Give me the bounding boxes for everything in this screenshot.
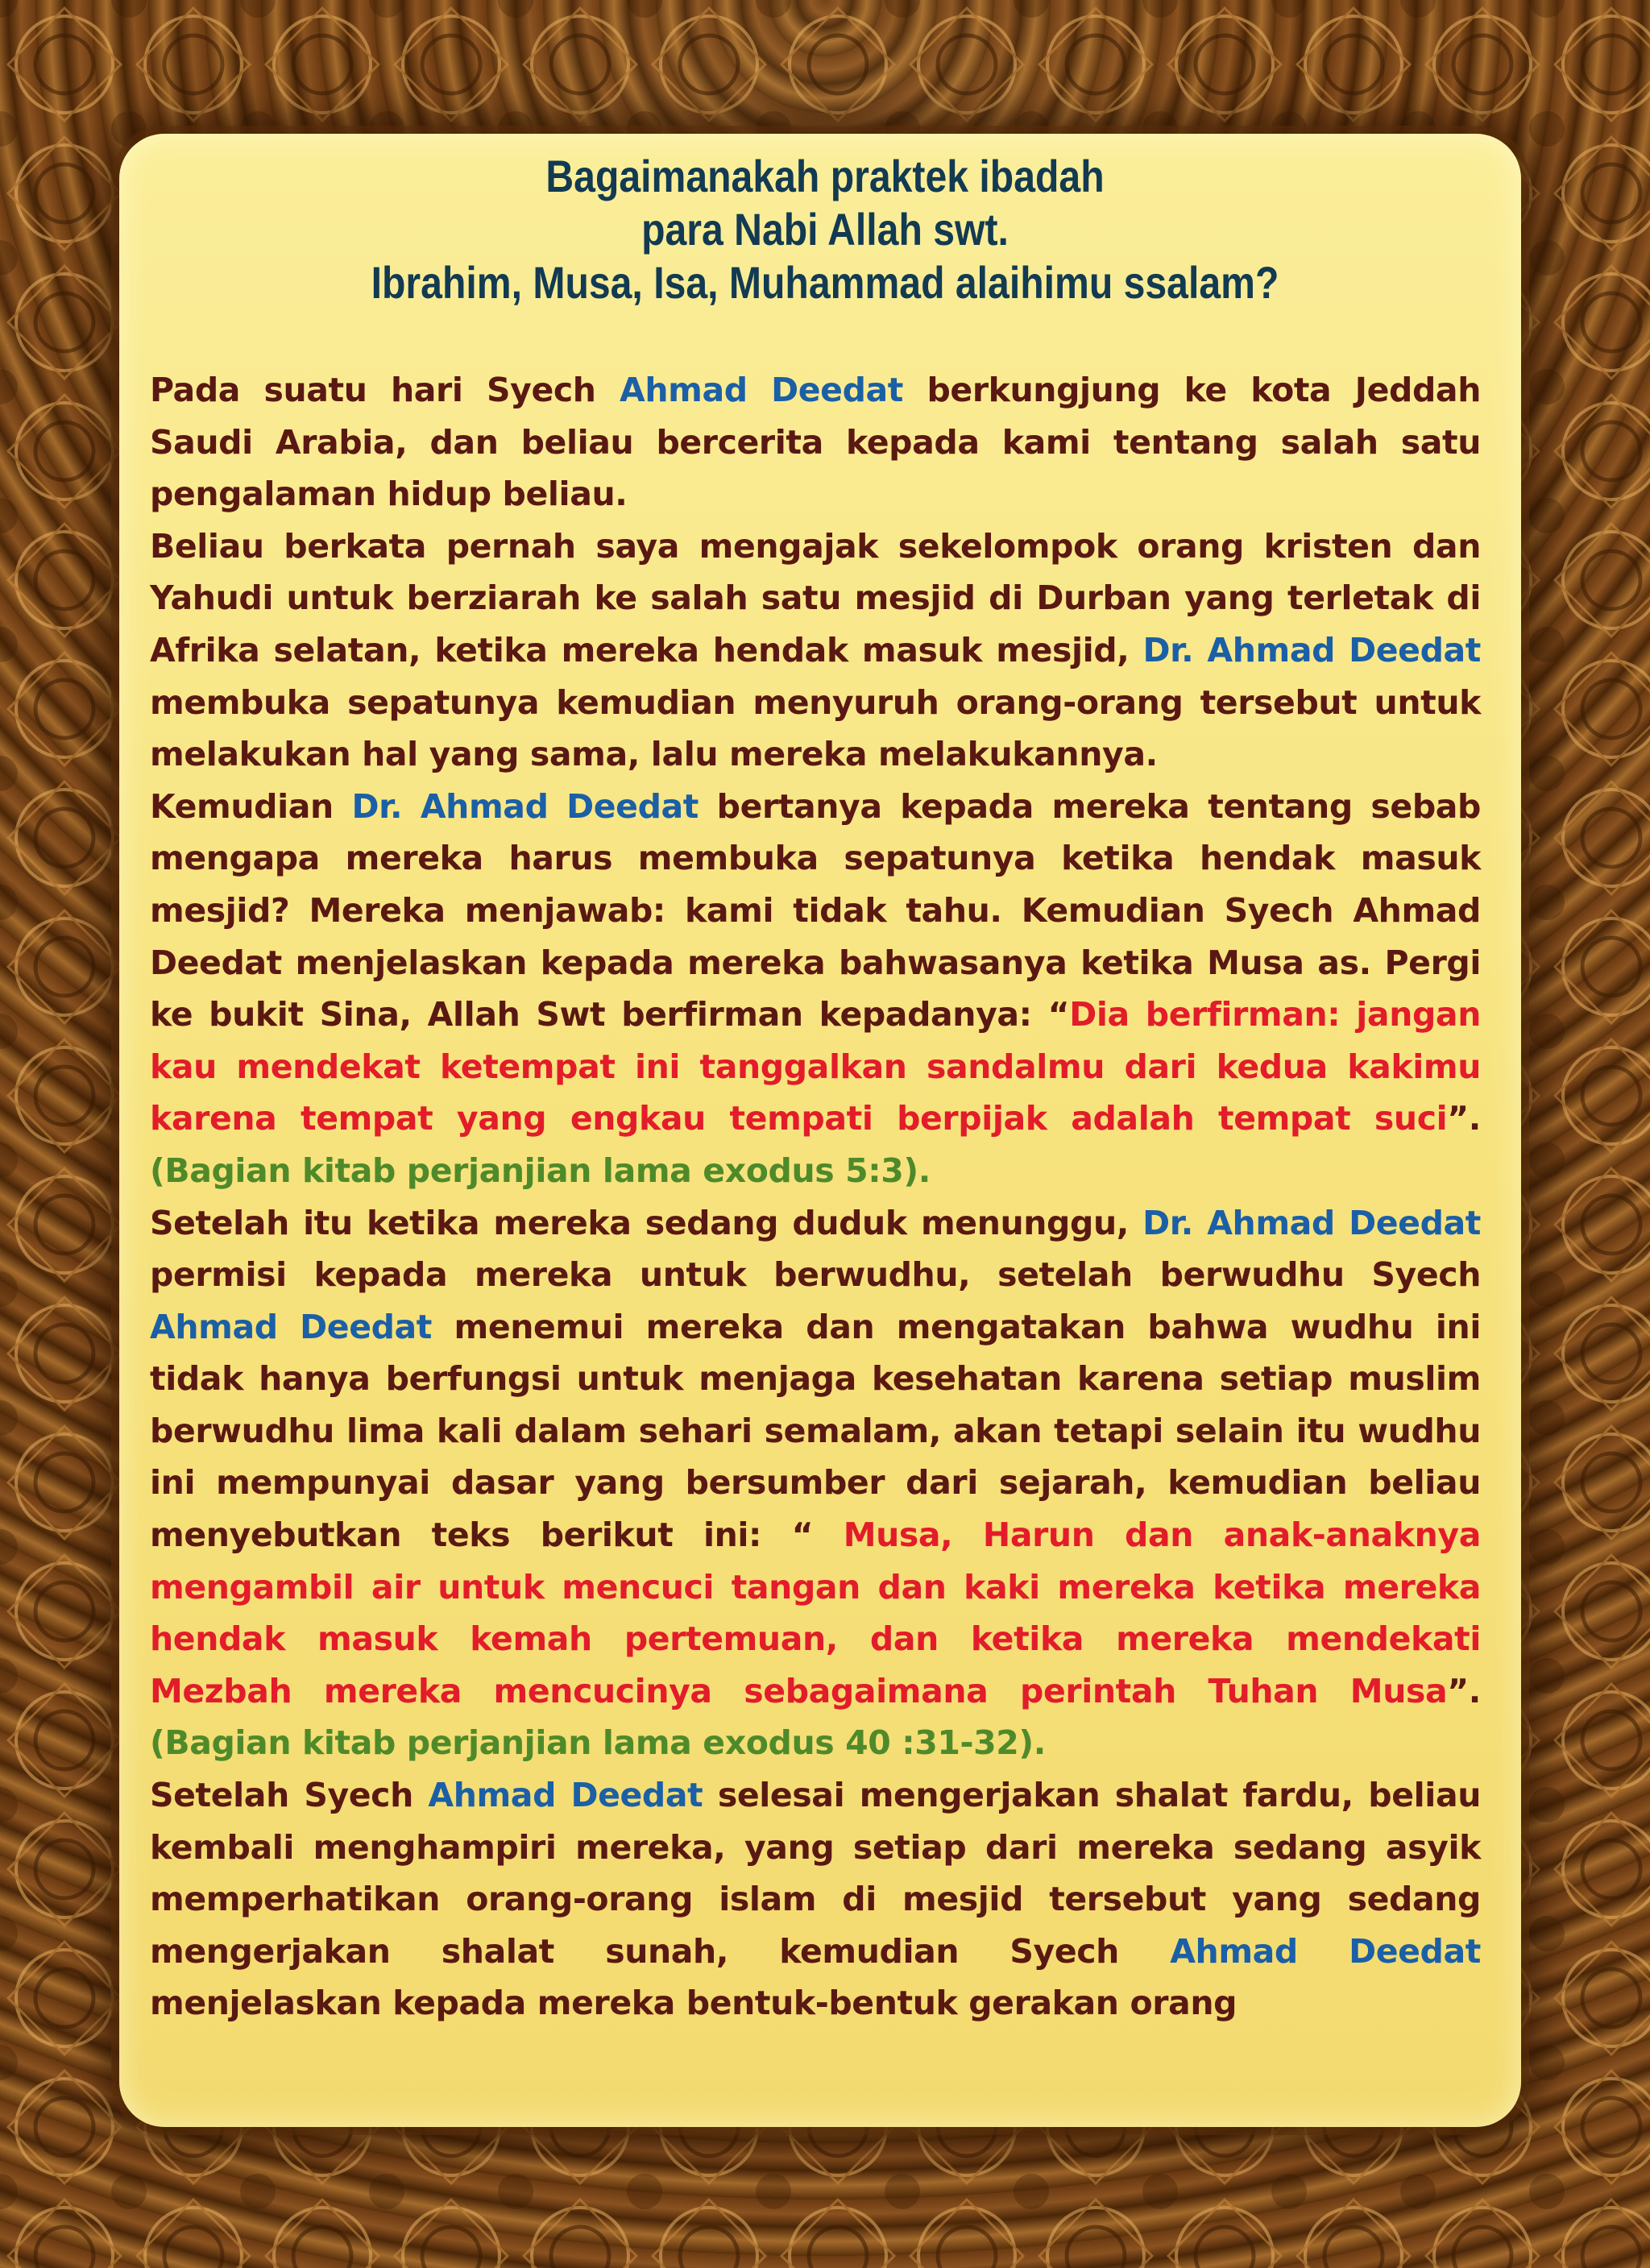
name-highlight: Ahmad Deedat: [150, 1307, 433, 1346]
paragraph-1: [150, 364, 1481, 520]
text-run: bertanya kepada mereka tentang sebab mengapa mereka harus membuka sepatunya ketika hendak masuk mesjid? Mereka menjawab: kami tidak tahu. Kemudian Syech Ahmad Deedat menjelaskan kepada mereka bahwasanya ketika Musa as. Pergi ke bukit Sina, Allah Swt berfirman kepadanya: “: [150, 786, 1481, 1034]
text-run: Kemudian: [150, 786, 352, 826]
article-body: [150, 364, 1481, 2030]
text-run: permisi kepada mereka untuk berwudhu, setelah berwudhu Syech: [150, 1255, 1481, 1295]
paragraph-2: [150, 520, 1481, 781]
text-run: ”.: [1447, 1099, 1481, 1138]
text-run: Setelah Syech: [150, 1776, 429, 1815]
title-line-2: para Nabi Allah swt.: [641, 204, 1009, 255]
title-line-3: Ibrahim, Musa, Isa, Muhammad alaihimu ssalam?: [371, 257, 1279, 308]
text-run: Setelah itu ketika mereka sedang duduk menunggu,: [150, 1203, 1143, 1242]
scripture-reference: (Bagian kitab perjanjian lama exodus 5:3).: [150, 1151, 931, 1190]
page-title: [115, 150, 1534, 309]
text-run: membuka sepatunya kemudian menyuruh orang-orang tersebut untuk melakukan hal yang sama, lalu mereka melakukannya.: [150, 682, 1481, 774]
scripture-quote: Dia berfirman: jangan kau mendekat ketempat ini tanggalkan sandalmu dari kedua kakimu karena tempat yang engkau tempati berpijak adalah tempat suci: [150, 995, 1481, 1138]
name-highlight: Dr. Ahmad Deedat: [1142, 630, 1481, 670]
text-run: ”.: [1447, 1671, 1481, 1710]
text-run: Beliau berkata pernah saya mengajak sekelompok orang kristen dan Yahudi untuk berziarah ke salah satu mesjid di Durban yang terletak di Afrika selatan, ketika mereka hendak masuk mesjid,: [150, 526, 1481, 670]
name-highlight: Dr. Ahmad Deedat: [351, 786, 699, 826]
text-run: Pada suatu hari Syech: [150, 371, 620, 409]
name-highlight: Dr. Ahmad Deedat: [1142, 1203, 1481, 1242]
name-highlight: Ahmad Deedat: [428, 1776, 703, 1815]
scripture-quote: Musa, Harun dan anak-anaknya mengambil air untuk mencuci tangan dan kaki mereka ketika mereka hendak masuk kemah pertemuan, dan ketika mereka mendekati Mezbah mereka mencucinya sebagaimana perintah Tuhan Musa: [150, 1515, 1481, 1710]
paragraph-5: [150, 1769, 1481, 2030]
paragraph-3: [150, 781, 1481, 1197]
title-line-1: Bagaimanakah praktek ibadah: [545, 151, 1105, 201]
name-highlight: Ahmad Deedat: [620, 371, 903, 409]
text-run: selesai mengerjakan shalat fardu, beliau kembali menghampiri mereka, yang setiap dari mereka sedang asyik memperhatikan orang-orang islam di mesjid tersebut yang sedang mengerjakan shalat sunah, kemudian Syech: [150, 1776, 1481, 1971]
text-run: menjelaskan kepada mereka bentuk-bentuk gerakan orang: [150, 1984, 1238, 2023]
paragraph-4: [150, 1197, 1481, 1770]
text-run: berkungjung ke kota Jeddah Saudi Arabia, dan beliau bercerita kepada kami tentang salah satu pengalaman hidup beliau.: [150, 371, 1481, 514]
name-highlight: Ahmad Deedat: [1170, 1931, 1481, 1971]
scripture-reference: (Bagian kitab perjanjian lama exodus 40 :31-32).: [150, 1723, 1046, 1763]
text-run: menemui mereka dan mengatakan bahwa wudhu ini tidak hanya berfungsi untuk menjaga kesehatan karena setiap muslim berwudhu lima kali dalam sehari semalam, akan tetapi selain itu wudhu ini mempunyai dasar yang bersumber dari sejarah, kemudian beliau menyebutkan teks berikut ini: “: [150, 1307, 1481, 1555]
